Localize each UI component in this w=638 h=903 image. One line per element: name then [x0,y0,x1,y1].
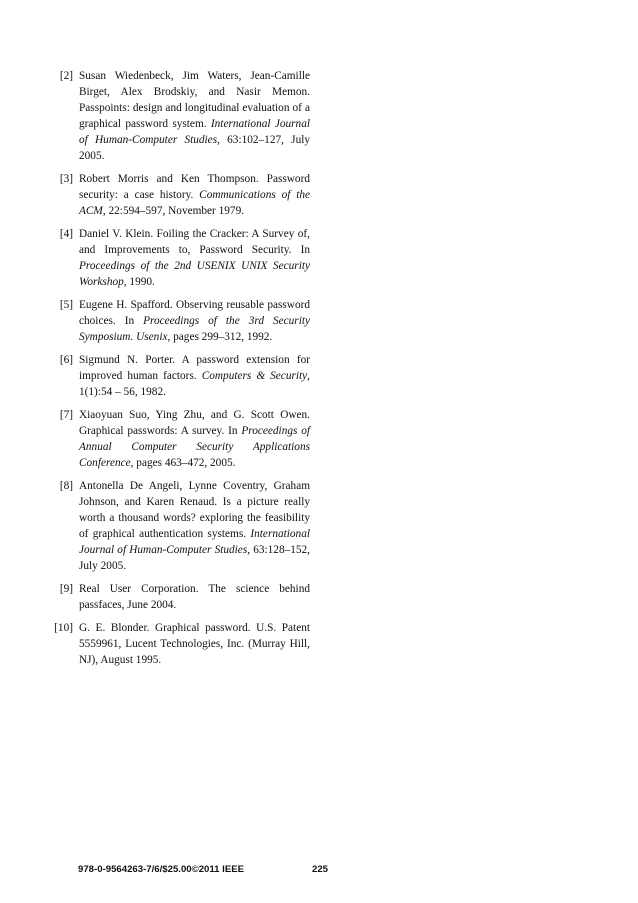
reference-entry [48,581,310,613]
reference-segment: , 22:594–597, November 1979. [102,205,245,217]
reference-number: [5] [59,299,73,311]
page-number: 225 [312,864,329,875]
reference-number: [7] [59,409,73,421]
reference-segment: , pages 463–472, 2005. [130,457,236,469]
reference-segment: Eugene H. Spafford. Observing reusable password choices. In [79,299,310,327]
reference-segment: , 1990. [123,276,155,288]
reference-text [79,480,310,572]
reference-entry [48,226,310,290]
footer-isbn: 978-0-9564263-7/6/$25.00©2011 IEEE [78,864,245,875]
reference-entry [48,171,310,219]
reference-entry [48,68,310,164]
reference-segment: G. E. Blonder. Graphical password. U.S. Patent 5559961, Lucent Technologies, Inc. (Murray Hill, NJ), August 1995. [79,622,310,666]
reference-text [79,622,310,666]
reference-venue: Proceedings of the 2nd USENIX UNIX Security Workshop [79,260,310,288]
reference-segment: Sigmund N. Porter. A password extension for improved human factors. [79,354,310,382]
reference-number: [9] [59,583,73,595]
reference-venue: Computers & Security [201,370,308,382]
reference-number: [3] [59,173,73,185]
reference-number: [6] [59,354,73,366]
reference-segment: , pages 299–312, 1992. [167,331,273,343]
reference-segment: Antonella De Angeli, Lynne Coventry, Graham Johnson, and Karen Renaud. Is a picture really worth a thousand words? exploring the feasibility of graphical authentication systems. [79,480,310,540]
reference-segment: Susan Wiedenbeck, Jim Waters, Jean-Camille Birget, Alex Brodskiy, and Nasir Memon. Passpoints: design and longitudinal evaluation of a graphical password system. [79,70,310,130]
reference-number: [8] [59,480,73,492]
reference-segment: Daniel V. Klein. Foiling the Cracker: A Survey of, and Improvements to, Password Security. In [79,228,310,256]
reference-segment: Real User Corporation. The science behind passfaces, June 2004. [79,583,310,611]
reference-text [79,173,310,217]
reference-entry [48,297,310,345]
reference-text [79,409,310,469]
reference-segment: , 63:128–152, July 2005. [79,544,311,572]
reference-venue: Proceedings of Annual Computer Security Applications Conference [79,425,310,469]
reference-venue: Communications of the ACM [79,189,310,217]
reference-segment: , 63:102–127, July 2005. [79,134,311,162]
reference-number: [2] [59,70,73,82]
reference-list [48,68,310,675]
reference-segment: , 1(1):54 – 56, 1982. [79,370,310,398]
reference-entry [48,407,310,471]
reference-entry [48,352,310,400]
reference-segment: Robert Morris and Ken Thompson. Password security: a case history. [79,173,310,201]
reference-entry [48,620,310,668]
reference-entry [48,478,310,574]
reference-text [79,228,310,288]
reference-text [79,583,310,611]
reference-venue: International Journal of Human-Computer Studies [79,528,310,556]
reference-text [79,70,310,162]
reference-venue: International Journal of Human-Computer Studies [79,118,310,146]
reference-text [79,299,310,343]
reference-venue: Proceedings of the 3rd Security Symposium. Usenix [79,315,310,343]
reference-number: [10] [54,622,73,634]
reference-text [79,354,310,398]
reference-segment: Xiaoyuan Suo, Ying Zhu, and G. Scott Owen. Graphical passwords: A survey. In [79,409,310,437]
reference-number: [4] [59,228,73,240]
